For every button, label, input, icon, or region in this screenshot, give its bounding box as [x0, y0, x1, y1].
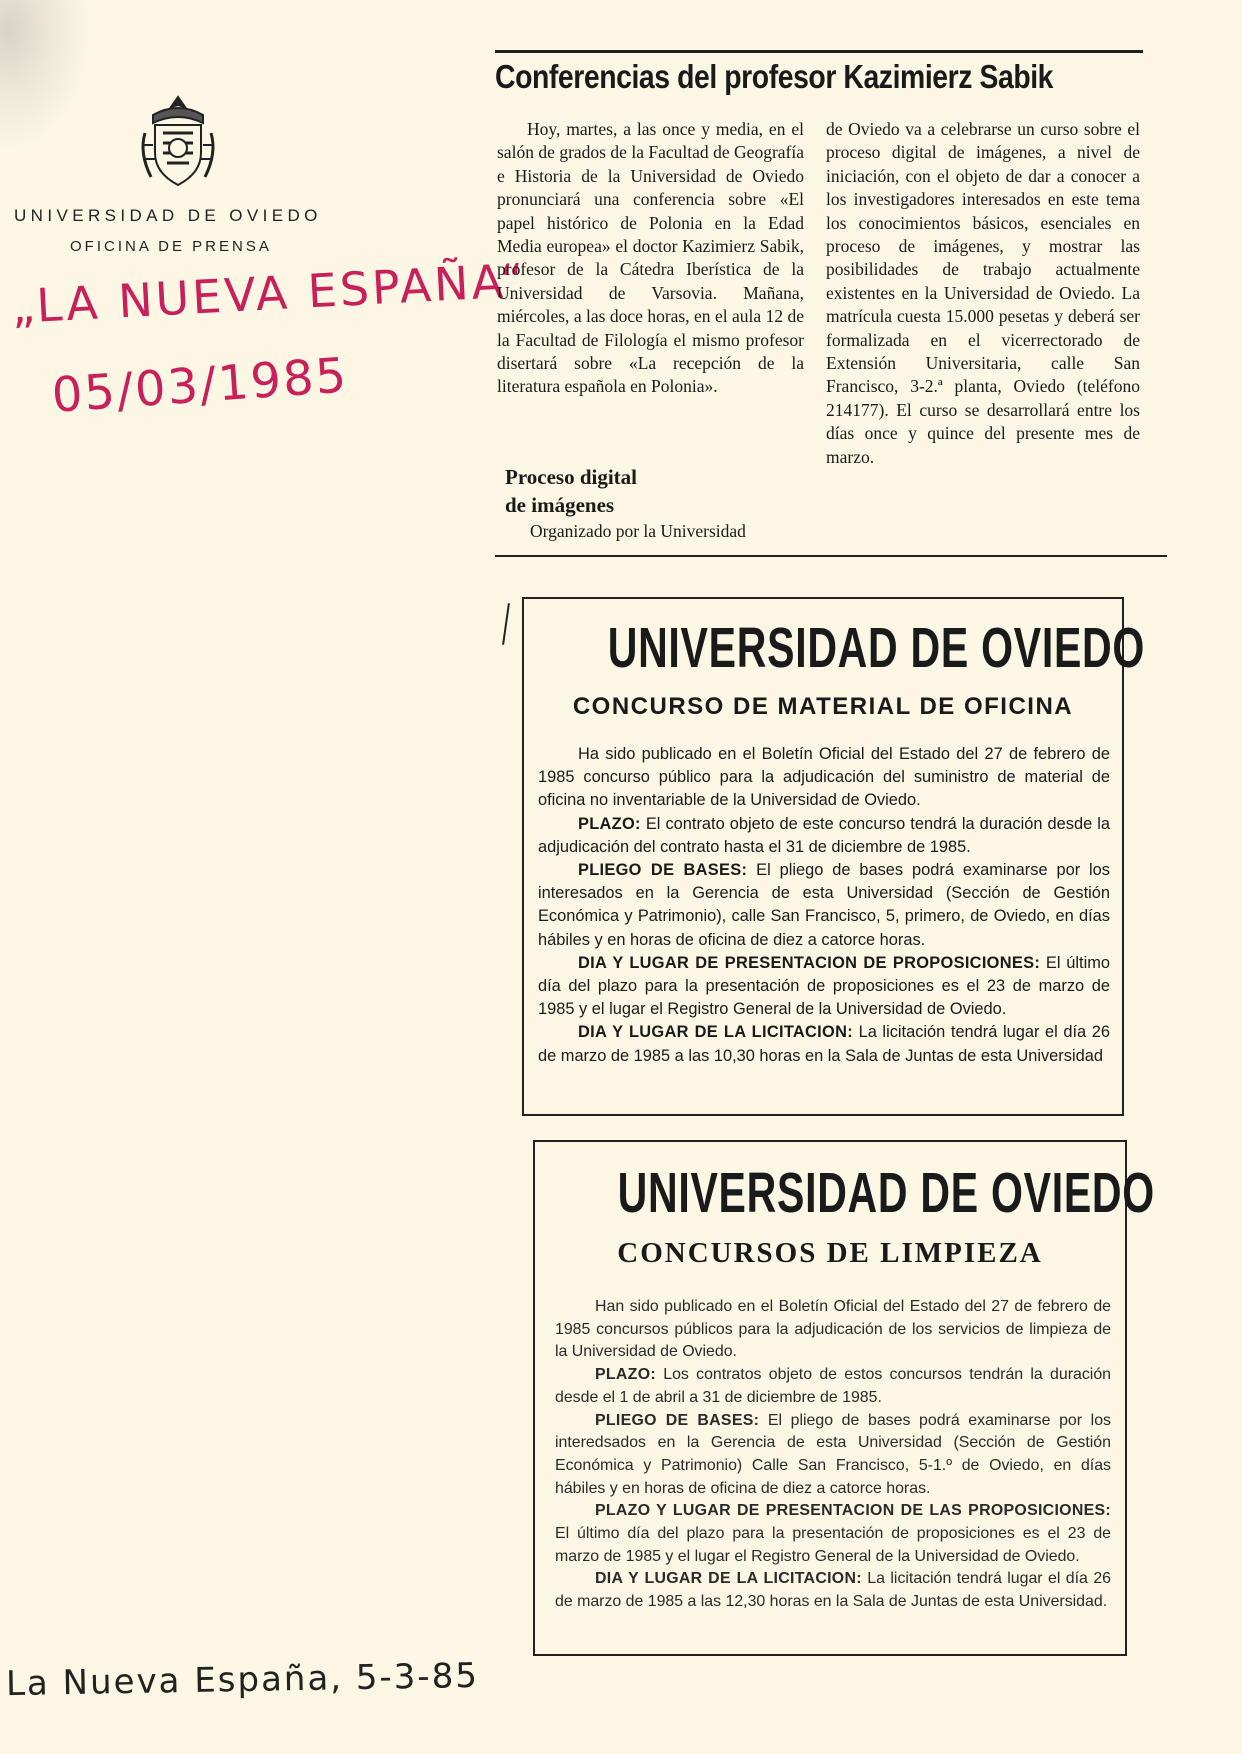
notice-1-licitacion — [538, 1021, 1110, 1067]
notice-cleaning — [533, 1140, 1155, 1656]
notice-1-plazo — [538, 813, 1110, 859]
notice-1-plazo-text: El contrato objeto de este concurso tendrá la duración desde la adjudicación del contrato hasta el 31 de diciembre de 1985. — [538, 814, 1110, 856]
article-column-1 — [497, 118, 804, 399]
article-bottom-rule — [495, 555, 1167, 557]
university-crest-icon — [133, 93, 223, 193]
notice-2-subtitle: CONCURSOS DE LIMPIEZA — [617, 1237, 1043, 1269]
notice-2-presentacion-label: PLAZO Y LUGAR DE PRESENTACION DE LAS PROPOSICIONES: — [595, 1502, 1111, 1520]
notice-2-licitacion — [555, 1568, 1111, 1613]
notice-1-headline: UNIVERSIDAD DE OVIEDO — [607, 616, 1146, 680]
notice-2-presentacion-text: El último día del plazo para la presentación de proposiciones es el 23 de marzo de 1985 y el lugar el Registro General de la Universidad de Oviedo. — [555, 1525, 1111, 1565]
notice-1-presentacion — [538, 952, 1110, 1022]
notice-1-presentacion-label: DIA Y LUGAR DE PRESENTACION DE PROPOSICIONES: — [578, 953, 1041, 972]
notice-1-body — [538, 743, 1110, 1068]
handwritten-newspaper-name: „LA NUEVA ESPAÑA“ — [10, 252, 529, 334]
notice-2-plazo-label: PLAZO: — [595, 1366, 656, 1384]
notice-1-licitacion-text: La licitación tendrá lugar el día 26 de marzo de 1985 a las 10,30 horas en la Sala de Juntas de esta Universidad — [538, 1023, 1110, 1065]
article-paragraph-continued: de Oviedo va a celebrarse un curso sobre el proceso digital de imágenes, a nivel de iniciación, con el objeto de dar a conocer a los investigadores interesados en este tema los conocimientos básicos, esenciales en proceso de imágenes, y mostrar las posibilidades de trabajo actualmente existentes en la Universidad de Oviedo. La matrícula cuesta 15.000 pesetas y deberá ser formalizada en el vicerrectorado de Extensión Universitaria, calle San Francisco, 3-2.ª planta, Oviedo (teléfono 214177). El curso se desarrollará entre los días once y quince del presente mes de marzo. — [826, 119, 1140, 467]
notice-2-pliego-text: El pliego de bases podrá examinarse por los interedsados en la Gerencia de esta Universidad (Sección de Gestión Económica y Patrimonio) Calle San Francisco, 5-1.º de Oviedo, en días hábiles y en horas de oficina de diez a catorce horas. — [555, 1411, 1111, 1497]
notice-2-plazo-text: Los contratos objeto de estos concursos tendrán la duración desde el 1 de abril a 31 de diciembre de 1985. — [555, 1366, 1111, 1406]
notice-2-licitacion-text: La licitación tendrá lugar el día 26 de marzo de 1985 a las 12,30 horas en la Sala de Juntas de esta Universidad. — [555, 1570, 1111, 1611]
article-title: Conferencias del profesor Kazimierz Sabik — [495, 58, 1054, 95]
handwritten-source-note: La Nueva España, 5-3-85 — [5, 1655, 480, 1705]
notice-1-pliego-label: PLIEGO DE BASES: — [578, 861, 748, 880]
notice-1-presentacion-text: El último día del plazo para la presentación de proposiciones es el 23 de marzo de 1985 y el lugar el Registro General de la Universidad de Oviedo. — [538, 953, 1110, 1019]
notice-1-licitacion-label: DIA Y LUGAR DE LA LICITACION: — [578, 1023, 853, 1042]
paper-scuff — [0, 0, 90, 150]
notice-2-presentacion — [555, 1500, 1111, 1568]
notice-1-subtitle: CONCURSO DE MATERIAL DE OFICINA — [572, 693, 1074, 720]
notice-office-supplies — [522, 597, 1146, 1116]
article-paragraph-1: Hoy, martes, a las once y media, en el salón de grados de la Facultad de Geografía e Historia de la Universidad de Oviedo pronunciará una conferencia sobre «El papel histórico de Polonia en la Edad Media europea» el doctor Kazimierz Sabik, profesor de la Cátedra Iberística de la Universidad de Varsovia. Mañana, miércoles, a las doce horas, en el aula 12 de la Facultad de Filología el mismo profesor disertará sobre «La recepción de la literatura española en Polonia». — [497, 119, 804, 397]
handwritten-date: 05/03/1985 — [50, 347, 350, 424]
notice-2-body — [555, 1296, 1111, 1614]
press-office-name: OFICINA DE PRENSA — [70, 238, 272, 255]
notice-1-intro: Ha sido publicado en el Boletín Oficial del Estado del 27 de febrero de 1985 concurso público para la adjudicación del suministro de material de oficina no inventariable de la Universidad de Oviedo. — [538, 745, 1110, 810]
article-subhead — [505, 463, 765, 519]
article-subhead-line-1: Proceso digital — [505, 465, 638, 489]
article-top-rule — [495, 50, 1143, 53]
article-paragraph-2: Organizado por la Universidad — [530, 521, 746, 541]
university-name: UNIVERSIDAD DE OVIEDO — [14, 206, 322, 225]
notice-2-pliego — [555, 1410, 1111, 1501]
notice-1-pliego-text: El pliego de bases podrá examinarse por los interesados en la Gerencia de esta Universidad (Sección de Gestión Económica y Patrimonio), calle San Francisco, 5, primero, de Oviedo, en días hábiles y en horas de oficina de diez a catorce horas. — [538, 861, 1110, 949]
notice-2-pliego-label: PLIEGO DE BASES: — [595, 1411, 760, 1429]
article-column-2 — [826, 118, 1140, 469]
notice-2-plazo — [555, 1364, 1111, 1409]
article-subhead-line-2: de imágenes — [505, 493, 615, 517]
notice-1-plazo-label: PLAZO: — [578, 814, 641, 833]
margin-mark — [502, 603, 510, 645]
notice-2-intro: Han sido publicado en el Boletín Oficial del Estado del 27 de febrero de 1985 concursos públicos para la adjudicación de los servicios de limpieza de la Universidad de Oviedo. — [555, 1298, 1111, 1361]
notice-2-headline: UNIVERSIDAD DE OVIEDO — [617, 1161, 1155, 1225]
notice-2-licitacion-label: DIA Y LUGAR DE LA LICITACION: — [595, 1570, 862, 1588]
notice-1-pliego — [538, 859, 1110, 952]
